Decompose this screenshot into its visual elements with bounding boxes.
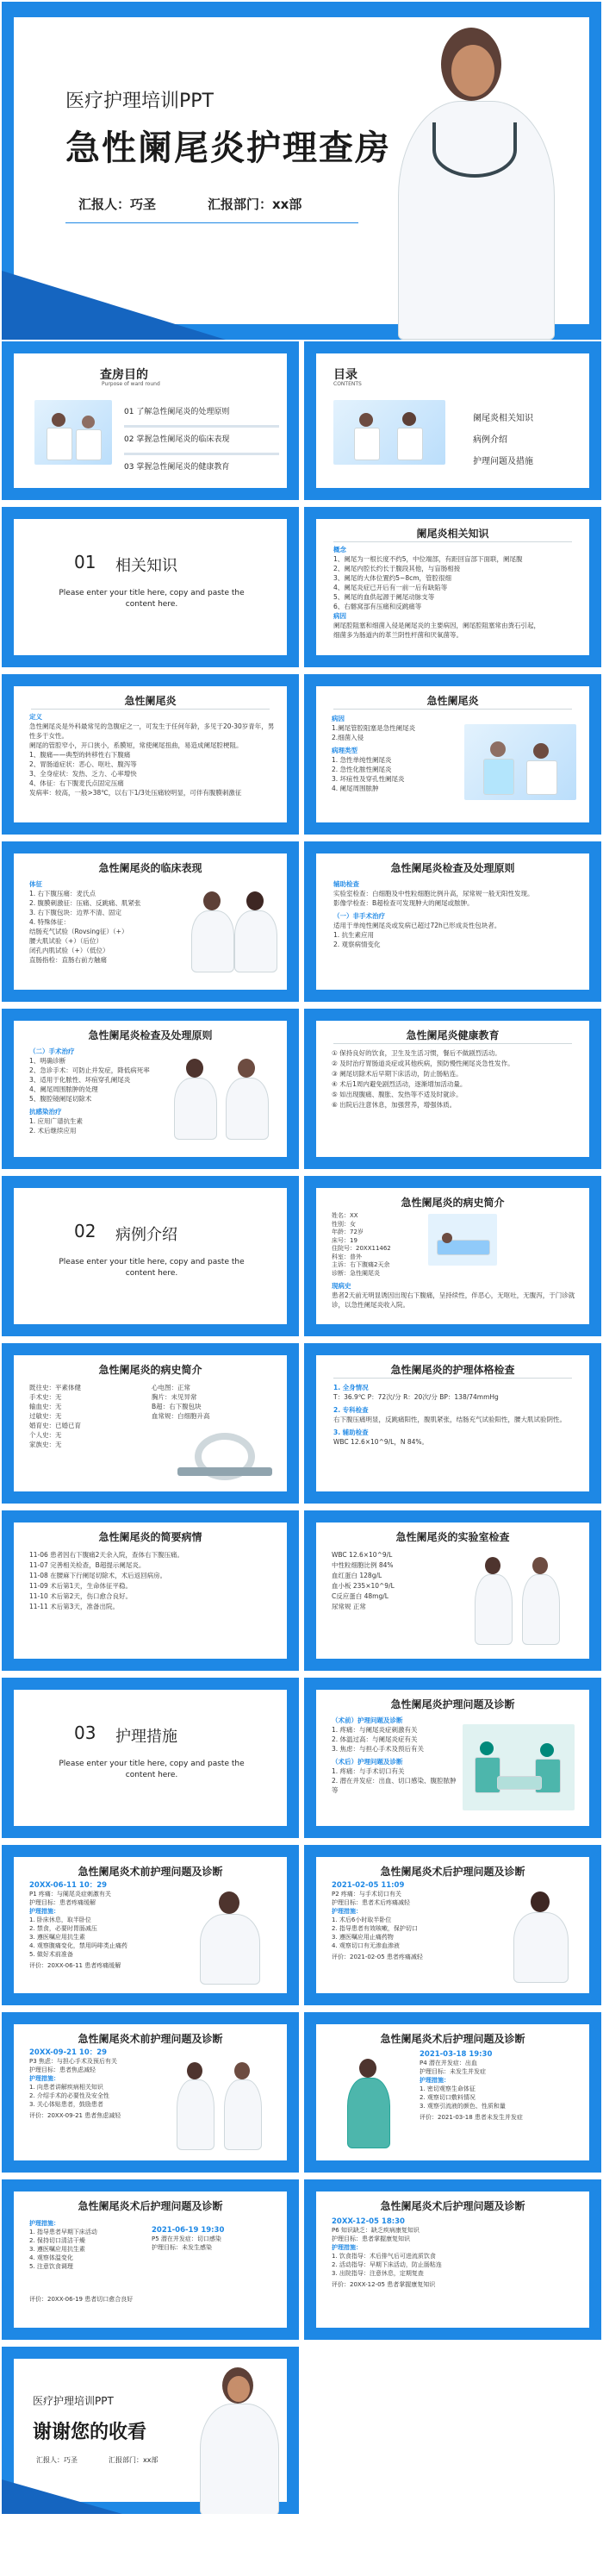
surgery-line: 4、阑尾周围脓肿的处理 [29, 1085, 98, 1093]
history-line: 家族史：无 [29, 1441, 62, 1448]
record-line: P6 知识缺乏：缺乏疾病康复知识 [332, 2227, 420, 2234]
doctor-illustration [471, 1557, 514, 1652]
purpose-item-3: 03 掌握急性阑尾炎的健康教育 [124, 463, 230, 472]
aux-heading: 3. 辅助检查 [333, 1429, 369, 1436]
patient-info: 性别：女 [332, 1220, 356, 1228]
record-line: 2. 活动指导：早期下床活动，防止肠粘连 [332, 2261, 442, 2268]
lab-line: C反应蛋白 48mg/L [332, 1592, 389, 1600]
doctor-illustration [195, 1891, 264, 1986]
slide-section-02 [2, 1176, 299, 1336]
end-title: 谢谢您的收看 [33, 2422, 147, 2443]
record-line: 护理措施： [332, 2244, 362, 2251]
measures-heading: 护理措施： [29, 2220, 59, 2227]
signs-line: 3. 右下腹包块：边界不清、固定 [29, 909, 122, 916]
cover-divider [65, 222, 358, 223]
aux-line: WBC 12.6×10^9/L，N 84%。 [333, 1438, 429, 1446]
end-dept: 汇报部门：xx部 [109, 2456, 159, 2464]
measure-line: 3. 遵医嘱应用抗生素 [29, 2246, 85, 2253]
patient-info: 年龄：72岁 [332, 1229, 364, 1235]
slide-exam-treatment-1 [304, 841, 601, 1002]
history-heading: 现病史 [332, 1282, 351, 1290]
history-line: 手术史：无 [29, 1393, 62, 1401]
exam-line: 胸片：未见异常 [152, 1393, 197, 1401]
nurse-illustration [342, 2059, 394, 2154]
postop-heading: （术后）护理问题及诊断 [332, 1758, 403, 1766]
slide-preop-problem-1 [2, 1845, 299, 2005]
doctor-illustration [173, 2062, 216, 2157]
surgery-line: 2、急诊手术：可防止并发症，降低病死率 [29, 1066, 150, 1074]
concept-heading: 概念 [333, 546, 346, 553]
slide-title: 急性阑尾炎术后护理问题及诊断 [380, 2200, 525, 2212]
measure-line: 5. 注意饮食调理 [29, 2263, 73, 2270]
record-line: 护理目标：患者疼痛缓解 [29, 1899, 96, 1906]
record-line: 1. 卧床休息，取半卧位 [29, 1916, 91, 1923]
nurse-illustration [381, 19, 570, 338]
postop-line: 2. 潜在并发症：出血、切口感染、腹腔脓肿等 [332, 1777, 457, 1794]
slide-physical-exam [304, 1343, 601, 1504]
record-line: P3 焦虑：与担心手术及预后有关 [29, 2058, 117, 2065]
slide-nursing-problems [304, 1678, 601, 1838]
slide-title: 急性阑尾炎术前护理问题及诊断 [78, 2033, 223, 2045]
record-line: 4. 观察切口有无渗血渗液 [332, 1942, 400, 1949]
signs-heading: 体征 [29, 880, 42, 888]
vital-signs: T：36.9℃ P：72次/分 R：20次/分 BP：138/74mmHg [333, 1393, 499, 1401]
surgery-heading: （二）手术治疗 [29, 1047, 75, 1055]
exam-line: B超：右下腹包块 [152, 1403, 202, 1410]
exam-line: 影像学检查：B超检查可发现肿大的阑尾或脓肿。 [333, 899, 474, 907]
record-date: 20XX-12-05 18:30 [332, 2217, 405, 2226]
slide-title: 急性阑尾炎 [124, 695, 177, 707]
slide-title: 急性阑尾炎术后护理问题及诊断 [380, 2033, 525, 2045]
lab-line: WBC 12.6×10^9/L [332, 1551, 393, 1559]
condition-line: 11-10 术后第2天，伤口愈合良好。 [29, 1592, 132, 1600]
record-line: 3. 出院指导：注意休息，定期复查 [332, 2270, 424, 2277]
definition-heading: 定义 [29, 713, 42, 721]
history-text: 患者2天前无明显诱因出现右下腹痛，呈持续性，伴恶心，无呕吐，无腹泻，于门诊就诊，以急性阑尾炎收入院。 [332, 1291, 575, 1309]
slide-clinical-manifestation [2, 841, 299, 1002]
cause-line: 1.阑尾管腔阻塞是急性阑尾炎 [332, 724, 416, 732]
cover-dept: 汇报部门：xx部 [208, 197, 302, 212]
cover-title: 急性阑尾炎护理查房 [65, 128, 391, 168]
record-eval: 评价：20XX-12-05 患者掌握康复知识 [332, 2281, 436, 2288]
end-corner-shape [2, 2479, 122, 2514]
slide-title: 急性阑尾炎健康教育 [406, 1029, 500, 1041]
purpose-item-2: 02 掌握急性阑尾炎的临床表现 [124, 435, 230, 444]
record-line: 3. 关心体贴患者，鼓励患者 [29, 2101, 103, 2108]
slide-contents [304, 341, 601, 500]
concept-line: 3、阑尾的大体位置约5~8cm，管腔很细 [333, 574, 452, 582]
scanner-bed [177, 1467, 272, 1476]
preop-heading: （术前）护理问题及诊断 [332, 1716, 403, 1724]
record-eval: 评价：2021-02-05 患者疼痛减轻 [332, 1954, 423, 1960]
end-subtitle: 医疗护理培训PPT [33, 2395, 114, 2407]
history-line: 过敏史：无 [29, 1412, 62, 1420]
contents-photo [333, 400, 445, 465]
slide-title: 急性阑尾炎的简要病情 [98, 1531, 202, 1543]
surgery-team-illustration [463, 1724, 575, 1810]
pathology-heading: 病理类型 [332, 747, 357, 754]
record-line: 2. 禁食，必要时胃肠减压 [29, 1925, 97, 1932]
pathology-line: 3. 坏疽性及穿孔性阑尾炎 [332, 775, 405, 783]
patient-info: 科室：普外 [332, 1253, 362, 1260]
slide-title: 急性阑尾炎检查及处理原则 [88, 1029, 213, 1041]
pathology-line: 2. 急性化脓性阑尾炎 [332, 766, 392, 773]
exam-heading: 辅助检查 [333, 880, 359, 888]
contents-item-3: 护理问题及措施 [473, 457, 533, 466]
record-line: 2. 指导患者有效咳嗽，保护切口 [332, 1925, 418, 1932]
concept-line: 2、阑尾内腔长约长于腹段其他，与盲肠相接 [333, 565, 461, 572]
definition-line: 1、腹痛——典型的转移性右下腹痛 [29, 751, 131, 759]
preop-line: 3. 焦虑：与担心手术及预后有关 [332, 1745, 425, 1753]
contents-item-1: 阑尾炎相关知识 [473, 414, 533, 423]
cover-subtitle: 医疗护理培训PPT [65, 91, 214, 112]
cause-line: 细菌多为肠道内的革兰阴性杆菌和厌氧菌等。 [333, 631, 463, 639]
doctor-illustration [221, 1059, 272, 1145]
slide-acute-appendicitis-2 [304, 674, 601, 835]
definition-line: 急性阑尾炎是外科最常见的急腹症之一，可发生于任何年龄，多见于20-30岁青年，男性多于女性。 [29, 722, 275, 740]
contents-heading: 目录 [333, 368, 357, 382]
slide-section-03 [2, 1678, 299, 1838]
slide-history-2 [2, 1343, 299, 1504]
record-line: 1. 饮食指导：术后排气后可进流质饮食 [332, 2253, 436, 2260]
record-date: 2021-03-18 19:30 [420, 2050, 493, 2059]
slide-brief-condition [2, 1510, 299, 1671]
slide-lab-tests [304, 1510, 601, 1671]
definition-foot: 发病率：较高，一般>38℃，以右下1/3处压痛较明显，可伴有腹膜刺激征 [29, 789, 242, 797]
education-line: ⑤ 如出现腹痛、腹胀、发热等不适及时就诊。 [332, 1091, 463, 1098]
record-line: 3. 遵医嘱应用止痛药物 [332, 1934, 394, 1941]
record-eval: 评价：20XX-06-19 患者切口愈合良好 [29, 2296, 134, 2303]
concept-line: 5、阑尾的血供起源于阑尾动脉支等 [333, 593, 435, 601]
lab-line: 血小板 235×10^9/L [332, 1582, 395, 1590]
cover-reporter: 汇报人：巧圣 [78, 197, 157, 212]
measure-line: 2. 保持切口清洁干燥 [29, 2237, 85, 2244]
history-line: 输血史：无 [29, 1403, 62, 1410]
measure-line: 4. 观察体温变化 [29, 2254, 73, 2261]
section-02-title: 病例介绍 [115, 1226, 177, 1244]
education-line: ③ 阑尾切除术后早期下床活动，防止肠粘连。 [332, 1070, 463, 1078]
slide-title: 急性阑尾炎的病史简介 [98, 1364, 202, 1376]
slide-purpose [2, 341, 299, 500]
slide-exam-treatment-2 [2, 1009, 299, 1169]
record-line: 护理目标：未发生感染 [152, 2244, 212, 2251]
section-03-number: 03 [74, 1723, 96, 1743]
slide-title: 急性阑尾炎的实验室检查 [395, 1531, 510, 1543]
record-line: 护理措施： [332, 1908, 362, 1915]
section-03-title: 护理措施 [115, 1728, 177, 1746]
general-heading: 1. 全身情况 [333, 1384, 369, 1391]
lab-line: 尿常规 正常 [332, 1603, 366, 1610]
surgery-line: 3、适用于化脓性、坏疽穿孔阑尾炎 [29, 1076, 131, 1084]
cause-heading: 病因 [332, 715, 345, 722]
patient-info: 诊断：急性阑尾炎 [332, 1269, 380, 1277]
slide-postop-problem-4 [304, 2179, 601, 2340]
slide-section-01 [2, 507, 299, 667]
section-02-number: 02 [74, 1221, 96, 1241]
history-line: 婚育史：已婚已育 [29, 1422, 81, 1429]
record-line: 护理目标：患者掌握康复知识 [332, 2235, 410, 2242]
patient-info: 床号：19 [332, 1236, 357, 1244]
purpose-heading-en: Purpose of ward round [102, 381, 160, 387]
anti-infection-heading: 抗感染治疗 [29, 1108, 62, 1116]
cover-slide [2, 2, 601, 340]
signs-line: 闭孔内肌试验（+）（低位） [29, 947, 109, 954]
lab-line: 血红蛋白 128g/L [332, 1572, 382, 1579]
signs-line: 直肠指检：直肠右前方触痛 [29, 956, 107, 964]
signs-line: 1. 右下腹压痛：麦氏点 [29, 890, 96, 897]
condition-line: 11-06 患者因右下腹痛2天余入院，查体右下腹压痛。 [29, 1551, 183, 1559]
record-line: 3. 遵医嘱应用抗生素 [29, 1934, 85, 1941]
section-01-title: 相关知识 [115, 557, 177, 575]
record-line: P5 潜在并发症：切口感染 [152, 2235, 221, 2242]
anti-infection-line: 2. 术后继续应用 [29, 1127, 77, 1135]
record-date: 2021-06-19 19:30 [152, 2226, 225, 2235]
record-line: 2. 介绍手术的必要性及安全性 [29, 2092, 109, 2099]
education-line: ⑥ 出院后注意休息，加强营养，增强体质。 [332, 1101, 457, 1109]
specialty-line: 右下腹压痛明显，反跳痛阳性，腹肌紧张，结肠充气试验阳性，腰大肌试验阴性。 [333, 1416, 566, 1423]
measure-line: 1. 指导患者早期下床活动 [29, 2229, 97, 2235]
purpose-heading: 查房目的 [100, 368, 148, 382]
record-line: 护理措施： [29, 2075, 59, 2082]
education-line: ④ 术后1周内避免剧烈活动，逐渐增加活动量。 [332, 1080, 467, 1088]
condition-line: 11-08 在腰麻下行阑尾切除术，术后返回病房。 [29, 1572, 167, 1579]
pathology-line: 4. 阑尾周围脓肿 [332, 785, 379, 792]
condition-line: 11-11 术后第3天，准备出院。 [29, 1603, 119, 1610]
record-line: 护理措施： [420, 2077, 450, 2084]
education-line: ① 保持良好的饮食，卫生及生活习惯，餐后不做剧烈活动。 [332, 1049, 501, 1057]
doctor-illustration [519, 1557, 562, 1652]
surgery-line: 1、明确诊断 [29, 1057, 66, 1065]
slide-title: 急性阑尾炎的护理体格检查 [390, 1364, 515, 1376]
section-01-number: 01 [74, 552, 96, 572]
non-surgical-heading: （一）非手术治疗 [333, 912, 385, 920]
slide-title: 急性阑尾炎护理问题及诊断 [390, 1698, 515, 1710]
record-line: 2. 观察切口敷料情况 [420, 2094, 476, 2101]
record-eval: 评价：2021-03-18 患者未发生并发症 [420, 2114, 523, 2121]
condition-line: 11-09 术后第1天，生命体征平稳。 [29, 1582, 132, 1590]
end-reporter: 汇报人：巧圣 [36, 2456, 78, 2464]
record-line: P2 疼痛：与手术切口有关 [332, 1891, 401, 1898]
slide-title: 急性阑尾炎的临床表现 [98, 862, 202, 874]
exam-line: 实验室检查：白细胞及中性粒细胞比例升高，尿常规一般无阳性发现。 [333, 890, 534, 897]
signs-line: 腰大肌试验（+）（后位） [29, 937, 103, 945]
history-line: 既往史：平素体健 [29, 1384, 81, 1391]
slide-history-1 [304, 1176, 601, 1336]
pathology-line: 1. 急性单纯性阑尾炎 [332, 756, 392, 764]
slide-title: 急性阑尾炎 [426, 695, 479, 707]
record-line: 护理目标：未发生并发症 [420, 2068, 486, 2075]
section-01-desc: Please enter your title here, copy and paste the content here. [59, 589, 245, 609]
record-line: 1. 向患者讲解疾病相关知识 [29, 2084, 103, 2091]
doctors-photo [34, 400, 112, 465]
signs-line: 2. 腹膜刺激征：压痛、反跳痛、肌紧张 [29, 899, 141, 907]
slide-preop-problem-2 [2, 2012, 299, 2173]
slide-title: 急性阑尾炎术前护理问题及诊断 [78, 1866, 223, 1878]
slide-postop-problem-1 [304, 1845, 601, 2005]
specialty-heading: 2. 专科检查 [333, 1406, 369, 1414]
slide-related-knowledge [304, 507, 601, 667]
purpose-item-1: 01 了解急性阑尾炎的处理原则 [124, 408, 230, 416]
record-line: 1. 术后6小时取半卧位 [332, 1916, 392, 1923]
contents-heading-en: CONTENTS [333, 381, 362, 387]
patient-info: 姓名：XX [332, 1212, 358, 1219]
record-line: 护理目标：患者术后疼痛减轻 [332, 1899, 410, 1906]
record-line: P4 潜在并发症：出血 [420, 2060, 477, 2066]
record-line: 护理目标：患者焦虑减轻 [29, 2066, 96, 2073]
record-date: 20XX-06-11 10：29 [29, 1881, 108, 1890]
slide-title: 急性阑尾炎术后护理问题及诊断 [78, 2200, 223, 2212]
surgery-photo [464, 724, 576, 800]
doctor-illustration [510, 1891, 570, 1986]
record-line: 护理措施： [29, 1908, 59, 1915]
record-date: 2021-02-05 11:09 [332, 1881, 405, 1890]
definition-line: 阑尾的管腔窄小，开口狭小，系膜短，常使阑尾扭曲，易造成阑尾腔梗阻。 [29, 741, 243, 749]
concept-line: 4、阑尾炎症已开后有一前一后有缺陷等 [333, 584, 448, 591]
slide-title: 急性阑尾炎的病史简介 [401, 1197, 505, 1209]
signs-line: 4. 特殊体征： [29, 918, 71, 926]
patient-bed-illustration [428, 1214, 497, 1266]
signs-line: 结肠充气试验（Rovsing征）（+） [29, 928, 128, 935]
definition-line: 4、体征：右下腹麦氏点固定压痛 [29, 779, 124, 787]
section-02-desc: Please enter your title here, copy and paste the content here. [59, 1258, 245, 1278]
surgery-line: 5、腹腔镜阑尾切除术 [29, 1095, 92, 1103]
slide-acute-appendicitis-1 [2, 674, 299, 835]
end-slide [2, 2347, 299, 2514]
concept-line: 6、右髂窝部有压痛和反跳痛等 [333, 603, 422, 610]
exam-line: 心电图：正常 [152, 1384, 190, 1391]
slide-title: 阑尾炎相关知识 [416, 528, 489, 540]
non-surgical-line: 2. 观察病情变化 [333, 941, 381, 948]
definition-line: 3、全身症状：发热、乏力、心率增快 [29, 770, 137, 778]
postop-line: 1. 疼痛：与手术切口有关 [332, 1767, 405, 1775]
nurse-illustration [229, 891, 281, 978]
education-line: ② 及时治疗胃肠道炎症或其他疾病，预防慢性阑尾炎急性发作。 [332, 1060, 514, 1067]
record-eval: 评价：20XX-06-11 患者疼痛缓解 [29, 1962, 121, 1969]
cause-line: 2.细菌入侵 [332, 734, 364, 741]
slide-health-education [304, 1009, 601, 1169]
cover-corner-shape [2, 271, 226, 340]
slide-title: 急性阑尾炎检查及处理原则 [390, 862, 515, 874]
contents-item-2: 病例介绍 [473, 435, 507, 445]
record-line: 1. 密切观察生命体征 [420, 2085, 476, 2092]
cause-heading: 病因 [333, 612, 346, 620]
patient-info: 主诉：右下腹痛2天余 [332, 1261, 390, 1268]
cause-line: 阑尾腔阻塞和细菌入侵是阑尾炎的主要病因，阑尾腔阻塞常由粪石引起， [333, 622, 540, 629]
record-line: 5. 做好术前准备 [29, 1951, 73, 1958]
slide-title: 急性阑尾炎术后护理问题及诊断 [380, 1866, 525, 1878]
doctor-illustration [169, 1059, 221, 1145]
exam-line: 血常规：白细胞升高 [152, 1412, 210, 1420]
record-line: 4. 观察腹痛变化，禁用吗啡类止痛药 [29, 1942, 127, 1949]
non-surgical-line: 1. 抗生素应用 [333, 931, 375, 939]
record-line: P1 疼痛：与阑尾炎症刺激有关 [29, 1891, 111, 1898]
preop-line: 1. 疼痛：与阑尾炎症刺激有关 [332, 1726, 418, 1734]
history-line: 个人史：无 [29, 1431, 62, 1439]
anti-infection-line: 1. 应用广谱抗生素 [29, 1117, 84, 1125]
slide-postop-problem-2 [304, 2012, 601, 2173]
record-eval: 评价：20XX-09-21 患者焦虑减轻 [29, 2112, 121, 2119]
preop-line: 2. 体温过高：与阑尾炎症有关 [332, 1735, 418, 1743]
definition-line: 2、胃肠道症状：恶心、呕吐、腹泻等 [29, 760, 137, 768]
patient-info: 住院号：20XX11462 [332, 1245, 391, 1252]
lab-line: 中性粒细胞比例 84% [332, 1561, 394, 1569]
nurse-illustration [191, 2364, 286, 2514]
section-03-desc: Please enter your title here, copy and paste the content here. [59, 1760, 245, 1779]
slide-postop-problem-3 [2, 2179, 299, 2340]
record-date: 20XX-09-21 10：29 [29, 2048, 108, 2057]
nurse-illustration [221, 2062, 264, 2157]
concept-line: 1、阑尾为一根长度不约5，中位端部，有距回盲部下面联，阑尾腹 [333, 555, 523, 563]
non-surgical-line: 适用于单纯性阑尾炎或发病已超过72h已形成炎性包块者。 [333, 922, 501, 929]
record-line: 3. 观察引流液的颜色、性质和量 [420, 2103, 506, 2110]
condition-line: 11-07 完善相关检查，B超提示阑尾炎。 [29, 1561, 146, 1569]
